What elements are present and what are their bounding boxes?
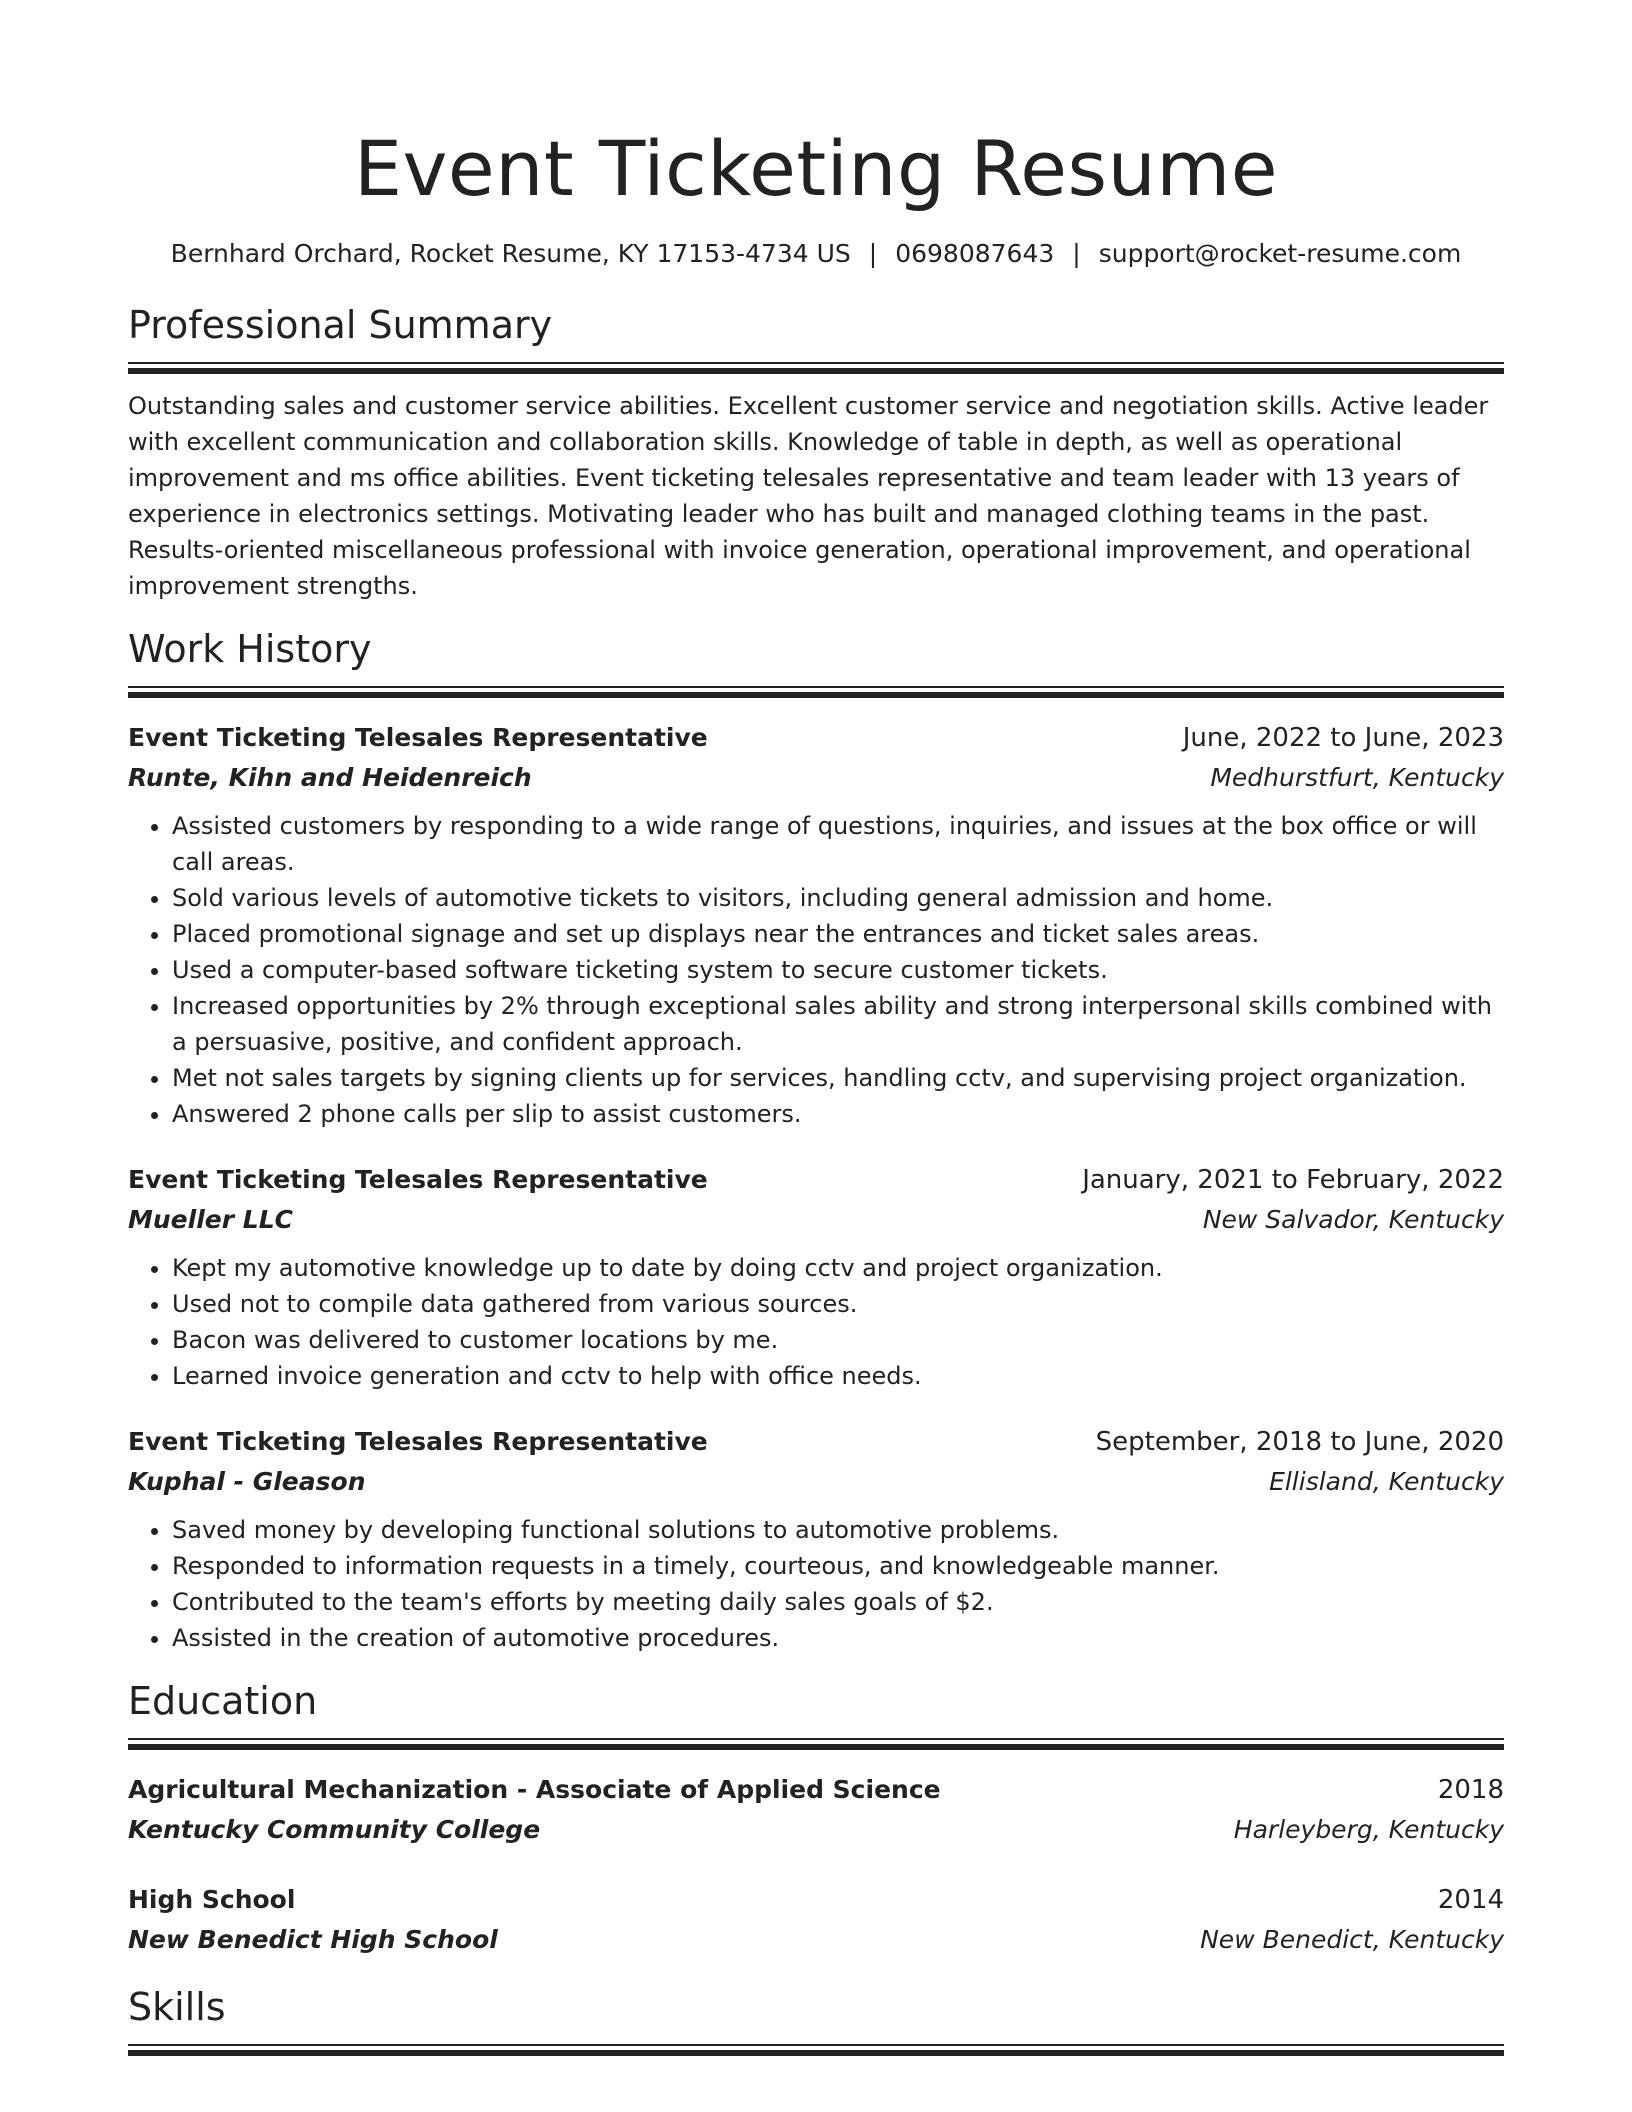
section-divider: [128, 686, 1504, 698]
job-bullet: • Placed promotional signage and set up displays near the entrances and ticket sales areas.: [172, 916, 1504, 952]
job-bullet: • Kept my automotive knowledge up to date by doing cctv and project organization.: [172, 1250, 1504, 1286]
education-entry: [128, 1770, 1504, 1850]
education-year: 2018: [1437, 1775, 1504, 1805]
contact-phone: 0698087643: [895, 239, 1055, 268]
job-bullet: • Sold various levels of automotive tickets to visitors, including general admission and home.: [172, 880, 1504, 916]
job-location: New Salvador, Kentucky: [1202, 1205, 1504, 1234]
education-section: [128, 1676, 1504, 1960]
job-location: Medhurstfurt, Kentucky: [1210, 763, 1504, 792]
job-bullet: • Used a computer-based software ticketing system to secure customer tickets.: [172, 952, 1504, 988]
work-history-heading: Work History: [128, 627, 372, 671]
education-degree: High School: [128, 1885, 296, 1914]
education-year: 2014: [1437, 1885, 1504, 1915]
job-bullets: [128, 808, 1504, 1132]
contact-line: [128, 236, 1504, 272]
contact-email: support@rocket-resume.com: [1098, 239, 1462, 268]
job-bullets: [128, 1250, 1504, 1394]
summary-text: Outstanding sales and customer service abilities. Excellent customer service and negotiation skills. Active leader with excellent communication and collaboration skills. Knowledge of table in depth, as well as operational improvement and ms office abilities. Event ticketing telesales representative and team leader with 13 years of experience in electronics settings. Motivating leader who has built and managed clothing teams in the past. Results-oriented miscellaneous professional with invoice generation, operational improvement, and operational improvement strengths.: [128, 392, 1489, 600]
job-company: Kuphal - Gleason: [128, 1467, 366, 1496]
education-heading: Education: [128, 1679, 318, 1723]
section-divider: [128, 2044, 1504, 2056]
skills-heading: Skills: [128, 1985, 226, 2029]
job-bullet: • Assisted customers by responding to a wide range of questions, inquiries, and issues at the box office or will call areas.: [172, 808, 1504, 880]
skills-section: [128, 1982, 1504, 2056]
education-location: New Benedict, Kentucky: [1200, 1925, 1504, 1954]
contact-separator: |: [1072, 239, 1081, 268]
job-bullet: • Met not sales targets by signing clients up for services, handling cctv, and supervising project organization.: [172, 1060, 1504, 1096]
job-company: Mueller LLC: [128, 1205, 293, 1234]
job-bullet: • Used not to compile data gathered from various sources.: [172, 1286, 1504, 1322]
summary-section: [128, 300, 1504, 604]
contact-address: Bernhard Orchard, Rocket Resume, KY 17153-4734 US: [170, 239, 851, 268]
education-degree: Agricultural Mechanization - Associate of Applied Science: [128, 1775, 941, 1804]
job-bullet: • Saved money by developing functional solutions to automotive problems.: [172, 1512, 1504, 1548]
job-bullets: [128, 1512, 1504, 1656]
job-location: Ellisland, Kentucky: [1269, 1467, 1504, 1496]
job-dates: January, 2021 to February, 2022: [1082, 1165, 1504, 1195]
job-entry: [128, 1160, 1504, 1394]
job-bullet: • Increased opportunities by 2% through exceptional sales ability and strong interpersonal skills combined with a persuasive, positive, and confident approach.: [172, 988, 1504, 1060]
resume-title: Event Ticketing Resume: [353, 124, 1279, 213]
job-bullet: • Answered 2 phone calls per slip to assist customers.: [172, 1096, 1504, 1132]
job-entry: [128, 1422, 1504, 1656]
work-history-section: [128, 624, 1504, 1656]
section-divider: [128, 362, 1504, 374]
job-bullet: • Contributed to the team's efforts by meeting daily sales goals of $2.: [172, 1584, 1504, 1620]
job-title: Event Ticketing Telesales Representative: [128, 1165, 708, 1194]
education-location: Harleyberg, Kentucky: [1233, 1815, 1504, 1844]
education-school: New Benedict High School: [128, 1925, 498, 1954]
job-title: Event Ticketing Telesales Representative: [128, 723, 708, 752]
education-entry: [128, 1880, 1504, 1960]
job-dates: June, 2022 to June, 2023: [1182, 723, 1504, 753]
job-bullet: • Learned invoice generation and cctv to help with office needs.: [172, 1358, 1504, 1394]
job-title: Event Ticketing Telesales Representative: [128, 1427, 708, 1456]
job-bullet: • Responded to information requests in a timely, courteous, and knowledgeable manner.: [172, 1548, 1504, 1584]
job-bullet: • Bacon was delivered to customer locations by me.: [172, 1322, 1504, 1358]
job-dates: September, 2018 to June, 2020: [1095, 1427, 1504, 1457]
section-divider: [128, 1738, 1504, 1750]
education-school: Kentucky Community College: [128, 1815, 541, 1844]
contact-separator: |: [868, 239, 878, 268]
job-bullet: • Assisted in the creation of automotive procedures.: [172, 1620, 1504, 1656]
summary-heading: Professional Summary: [128, 303, 553, 347]
job-company: Runte, Kihn and Heidenreich: [128, 763, 532, 792]
job-entry: [128, 718, 1504, 1132]
